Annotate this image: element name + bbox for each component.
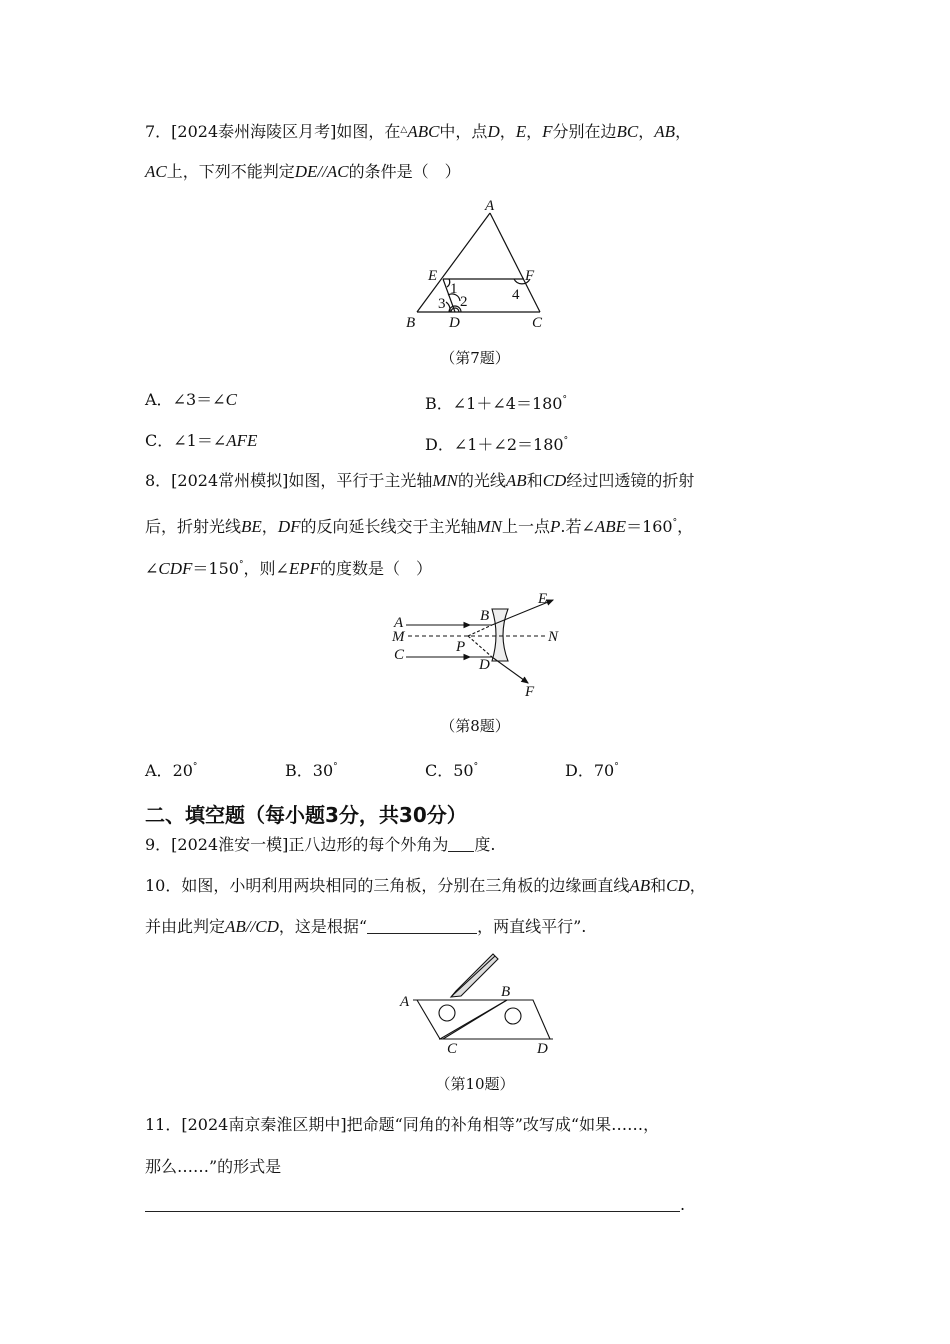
q7-line-1: 7．[2024泰州海陵区月考]如图，在△ABC中，点D，E，F分别在边BC，AB， (145, 122, 692, 141)
q8-line-3: ∠CDF＝150°，则∠EPF的度数是（ ） (145, 559, 433, 578)
fig10-label-b: B (501, 984, 511, 1000)
q10-set-squares-figure (395, 950, 560, 1062)
fig7-angle-3: 3 (438, 296, 446, 312)
fig7-label-d: D (449, 315, 460, 331)
section-heading: 二、填空题（每小题3分，共30分） (145, 803, 467, 827)
fig7-label-f: F (525, 268, 535, 284)
q11-line-1: 11．[2024南京秦淮区期中]把命题“同角的补角相等”改写成“如果……， (145, 1115, 660, 1134)
q9-answer-blank[interactable] (448, 836, 474, 852)
fig10-label-d: D (537, 1041, 548, 1057)
fig8-label-a: A (394, 615, 404, 631)
q11-line-2: 那么……”的形式是 (145, 1157, 282, 1176)
q7-caption: （第7题） (440, 349, 510, 367)
q8-lens-figure (388, 587, 573, 702)
fig7-angle-2: 2 (460, 294, 468, 310)
q8-option-b[interactable]: B．30° (285, 761, 338, 780)
q8-caption: （第8题） (440, 717, 510, 735)
fig10-label-c: C (447, 1041, 458, 1057)
fig8-label-n: N (548, 629, 559, 645)
fig8-label-d: D (479, 657, 490, 673)
q8-line-1: 8．[2024常州模拟]如图，平行于主光轴MN的光线AB和CD经过凹透镜的折射 (145, 471, 695, 490)
fig8-label-m: M (392, 629, 405, 645)
fig7-angle-1: 1 (450, 281, 458, 297)
fig8-label-b: B (480, 608, 490, 624)
q7-triangle-figure (400, 196, 550, 336)
q7-option-b[interactable]: B．∠1＋∠4＝180° (425, 394, 567, 413)
q10-line-2: 并由此判定AB//CD，这是根据“ ，两直线平行”. (145, 917, 587, 936)
fig8-label-c: C (394, 647, 405, 663)
q10-line-1: 10．如图，小明利用两块相同的三角板，分别在三角板的边缘画直线AB和CD， (145, 876, 706, 895)
fig10-label-a: A (400, 994, 410, 1010)
q10-caption: （第10题） (435, 1075, 515, 1093)
q8-option-d[interactable]: D．70° (565, 761, 619, 780)
q7-option-d[interactable]: D．∠1＋∠2＝180° (425, 435, 569, 454)
q8-line-2: 后，折射光线BE，DF的反向延长线交于主光轴MN上一点P.若∠ABE＝160°， (145, 517, 694, 536)
q7-option-c[interactable]: C．∠1＝∠AFE (145, 431, 258, 450)
fig7-label-c: C (532, 315, 543, 331)
fig7-angle-4: 4 (512, 287, 520, 303)
fig7-label-b: B (406, 315, 416, 331)
q7-option-a[interactable]: A．∠3＝∠C (145, 390, 237, 409)
fig8-label-f: F (525, 684, 535, 700)
fig7-label-e: E (428, 268, 438, 284)
fig8-label-e: E (538, 591, 548, 607)
q7-line-2: AC上，下列不能判定DE//AC的条件是（ ） (145, 162, 461, 181)
q8-option-a[interactable]: A．20° (145, 761, 198, 780)
q8-option-c[interactable]: C．50° (425, 761, 479, 780)
q10-answer-blank[interactable] (367, 918, 477, 934)
q11-answer-blank[interactable] (145, 1196, 680, 1212)
fig7-label-a: A (485, 198, 495, 214)
fig8-label-p: P (456, 639, 466, 655)
q9-line: 9．[2024淮安一模]正八边形的每个外角为 度. (145, 835, 496, 854)
q11-line-3: . (145, 1194, 685, 1216)
